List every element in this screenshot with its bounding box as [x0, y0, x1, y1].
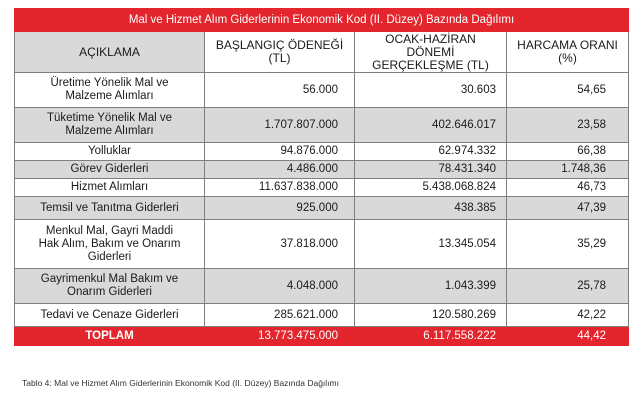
- row-initial-budget: 4.048.000: [205, 269, 355, 304]
- total-initial-budget: 13.773.475.000: [205, 327, 355, 346]
- row-realization: 30.603: [355, 73, 507, 108]
- header-initial-budget-line2: (TL): [268, 51, 291, 65]
- row-spending-rate: 46,73: [507, 179, 629, 197]
- row-description-line2: Onarım Giderleri: [67, 286, 152, 298]
- table-row: [15, 73, 629, 108]
- row-spending-rate: 54,65: [507, 73, 629, 108]
- table-row: [15, 269, 629, 304]
- total-realization: 6.117.558.222: [355, 327, 507, 346]
- header-initial-budget: [205, 32, 355, 73]
- row-description: Yolluklar: [15, 143, 205, 161]
- table-row: [15, 108, 629, 143]
- table-row: [15, 220, 629, 269]
- header-spending-rate-line2: (%): [558, 51, 577, 65]
- table-caption: Tablo 4: Mal ve Hizmet Alım Giderlerinin Ekonomik Kod (II. Düzey) Bazında Dağılımı: [22, 378, 339, 388]
- row-description-line1: Tüketime Yönelik Mal ve: [46, 112, 173, 124]
- total-row: [15, 327, 629, 346]
- row-description-line1: Üretime Yönelik Mal ve: [50, 77, 169, 89]
- row-initial-budget: 11.637.838.000: [205, 179, 355, 197]
- table-row: [15, 304, 629, 327]
- row-realization: 438.385: [355, 197, 507, 220]
- row-description-line1: Menkul Mal, Gayri Maddi: [45, 224, 174, 237]
- row-initial-budget: 56.000: [205, 73, 355, 108]
- row-realization: 5.438.068.824: [355, 179, 507, 197]
- row-initial-budget: 4.486.000: [205, 161, 355, 179]
- row-description: Görev Giderleri: [15, 161, 205, 179]
- header-realization: [355, 32, 507, 73]
- row-spending-rate: 66,38: [507, 143, 629, 161]
- table-title-row: [15, 9, 629, 32]
- total-spending-rate: 44,42: [507, 327, 629, 346]
- row-spending-rate: 23,58: [507, 108, 629, 143]
- row-initial-budget: 94.876.000: [205, 143, 355, 161]
- header-description: AÇIKLAMA: [15, 32, 205, 73]
- row-description: [15, 269, 205, 304]
- row-description: Tedavi ve Cenaze Giderleri: [15, 304, 205, 327]
- row-description-line2: Hak Alım, Bakım ve Onarım: [38, 237, 181, 250]
- table-header-row: [15, 32, 629, 73]
- header-spending-rate: [507, 32, 629, 73]
- row-initial-budget: 1.707.807.000: [205, 108, 355, 143]
- row-spending-rate: 35,29: [507, 220, 629, 269]
- expense-table: [14, 8, 629, 346]
- row-initial-budget: 37.818.000: [205, 220, 355, 269]
- expense-table-container: [14, 8, 628, 346]
- header-realization-line1: OCAK-HAZİRAN: [385, 31, 476, 46]
- row-realization: 402.646.017: [355, 108, 507, 143]
- table-title: Mal ve Hizmet Alım Giderlerinin Ekonomik Kod (II. Düzey) Bazında Dağılımı: [15, 9, 629, 32]
- row-description: [15, 220, 205, 269]
- table-row: [15, 161, 629, 179]
- row-description: Temsil ve Tanıtma Giderleri: [15, 197, 205, 220]
- row-description-line1: Gayrimenkul Mal Bakım ve: [40, 273, 179, 285]
- row-spending-rate: 25,78: [507, 269, 629, 304]
- header-realization-line3: GERÇEKLEŞME (TL): [372, 57, 489, 72]
- header-spending-rate-line1: HARCAMA ORANI: [517, 38, 618, 52]
- row-description: [15, 108, 205, 143]
- table-row: [15, 143, 629, 161]
- row-description: [15, 73, 205, 108]
- row-realization: 78.431.340: [355, 161, 507, 179]
- table-row: [15, 179, 629, 197]
- row-realization: 62.974.332: [355, 143, 507, 161]
- row-initial-budget: 285.621.000: [205, 304, 355, 327]
- header-initial-budget-line1: BAŞLANGIÇ ÖDENEĞİ: [215, 38, 344, 52]
- row-realization: 1.043.399: [355, 269, 507, 304]
- table-row: [15, 197, 629, 220]
- row-spending-rate: 1.748,36: [507, 161, 629, 179]
- row-realization: 120.580.269: [355, 304, 507, 327]
- row-description-line3: Giderleri: [87, 250, 132, 263]
- row-description-line2: Malzeme Alımları: [65, 90, 154, 102]
- row-initial-budget: 925.000: [205, 197, 355, 220]
- row-description-line2: Malzeme Alımları: [65, 125, 154, 137]
- total-label: TOPLAM: [15, 327, 205, 346]
- row-spending-rate: 42,22: [507, 304, 629, 327]
- header-realization-line2: DÖNEMİ: [406, 44, 455, 59]
- row-spending-rate: 47,39: [507, 197, 629, 220]
- row-description: Hizmet Alımları: [15, 179, 205, 197]
- row-realization: 13.345.054: [355, 220, 507, 269]
